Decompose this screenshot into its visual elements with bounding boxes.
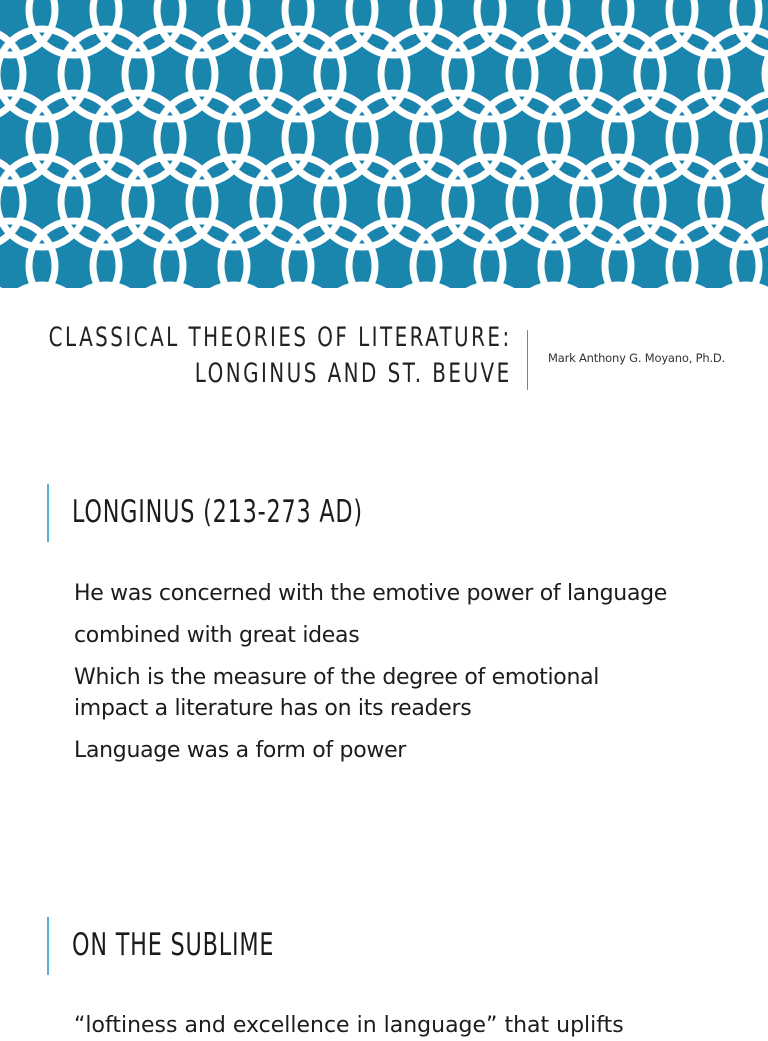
- slide-on-the-sublime: [0, 917, 768, 1024]
- author-name: Mark Anthony G. Moyano, Ph.D.: [548, 351, 726, 365]
- partial-quote-line: “loftiness and excellence in language” that uplifts: [74, 1013, 624, 1038]
- slide-title-line-2: LONGINUS AND ST. BEUVE: [195, 358, 513, 389]
- list-item: He was concerned with the emotive power of language: [74, 581, 668, 606]
- section-accent-bar: [47, 484, 49, 542]
- list-item: Which is the measure of the degree of emotional impact a literature has on its readers: [74, 665, 600, 721]
- title-banner: [0, 0, 768, 288]
- slide-longinus: [0, 484, 768, 814]
- list-item: combined with great ideas: [74, 623, 360, 648]
- slide-title-line-1: CLASSICAL THEORIES OF LITERATURE:: [49, 322, 512, 353]
- slide-title: [0, 320, 512, 392]
- section-heading: LONGINUS (213-273 AD): [72, 494, 363, 530]
- bullet-list: [74, 578, 674, 777]
- title-slide: [0, 288, 768, 438]
- interlocking-circles-pattern: [0, 0, 768, 288]
- section-accent-bar: [47, 917, 49, 975]
- list-item: Language was a form of power: [74, 738, 407, 763]
- title-divider: [527, 330, 528, 390]
- section-heading: ON THE SUBLIME: [72, 927, 275, 963]
